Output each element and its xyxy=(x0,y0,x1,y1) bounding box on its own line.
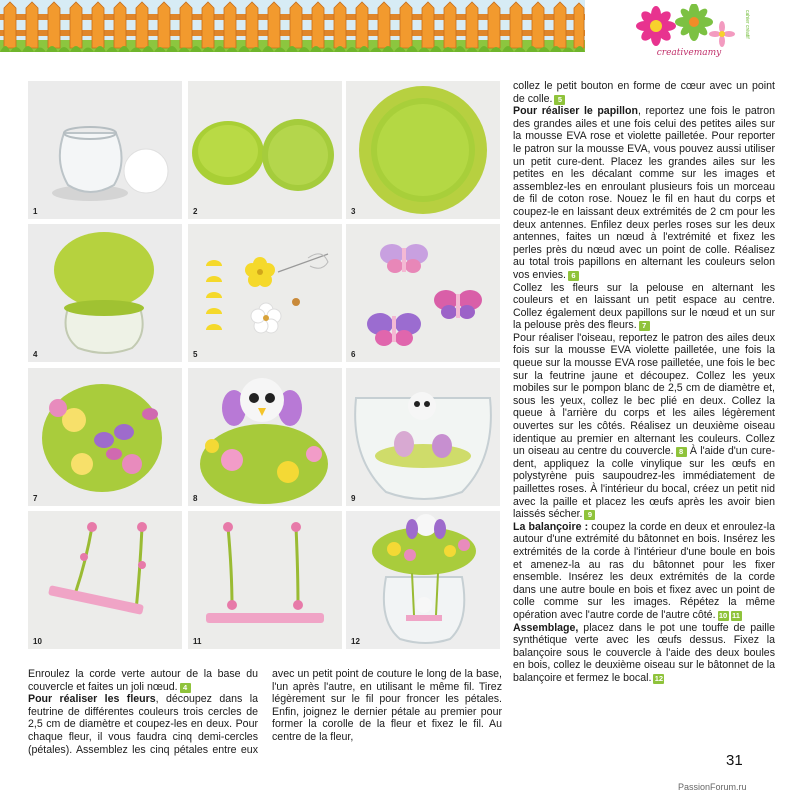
step-photo-6 xyxy=(346,224,500,362)
step-photo-7 xyxy=(28,368,182,506)
step-tag: 6 xyxy=(568,271,579,281)
step-photo-2 xyxy=(188,81,342,219)
section-heading: Assemblage, xyxy=(513,621,579,634)
instruction-paragraph: Pour réaliser le papillon, reportez une fois le patron des grandes ailes et une fois celui des petites ailes sur la mousse EVA rose et violette pailletée. Pour reporter le patron sur la mousse EVA, vous pouvez aussi utiliser un petit cure-dent. Placez les grandes ailes sur les petites en les décalant comme sur les images et assemblez-les en enroulant plusieurs fois un morceau de fil de coton rose. Nouez le fil en haut du corps et coupez-le en laissant deux extrémités de 2 cm pour les deux antennes. Enfilez deux perles roses sur les deux antennes, faites un nœud à l'extrémité et fixez les perles près du nœud avec un point de colle. Réalisez au total trois papillons en alternant les couleurs selon vos envies. 6 xyxy=(513,105,775,281)
step-tag: 10 xyxy=(718,610,728,620)
step-number: 12 xyxy=(351,637,360,646)
jar-with-nest-and-eggs-image xyxy=(346,368,500,506)
flower-logo-icon xyxy=(634,4,744,48)
instruction-paragraph: La balançoire : coupez la corde en deux et enroulez-la autour d'une extrémité du bâtonnet en bois. Insérez les extrémités de la corde à l'intérieur d'une boule en bois et amenez-la au ras du bâtonnet pour les fixer ensemble. Insérez les deux extrémités de la corde dans une autre boule en bois et fixez avec un point de colle comme sur les images. Répétez la même opération avec l'autre corde de l'autre côté. 10 11 xyxy=(513,520,775,621)
finished-jar-with-swing-image xyxy=(346,511,500,649)
step-photo-9 xyxy=(346,368,500,506)
section-heading: Pour réaliser le papillon xyxy=(513,105,638,118)
step-photo-8 xyxy=(188,368,342,506)
step-number: 10 xyxy=(33,637,42,646)
step-number: 11 xyxy=(193,637,202,646)
step-number: 3 xyxy=(351,207,356,216)
brand-name: creativemamy xyxy=(656,48,722,58)
section-heading: Pour réaliser les fleurs xyxy=(28,693,156,706)
jar-with-sisal-lid-image xyxy=(28,224,182,362)
section-heading: La balançoire : xyxy=(513,520,589,533)
brand-side-text: cahier créatif xyxy=(744,10,750,39)
instruction-paragraph: Pour réaliser l'oiseau, reportez le patron des ailes deux fois sur la mousse EVA violette pailletée, une fois la queue sur la mousse EVA rose pailletée, une fois le bec sur la feutrine jaune et découpez. Collez les yeux mobiles sur le pompon blanc de 2,5 cm de diamètre et, sous les yeux, collez le bec plié en deux. Collez la queue à l'arrière du corps et les ailes légèrement ouvertes sur les côtés. Réalisez un deuxième oiseau identique au premier en alternant les couleurs. Collez un oiseau au centre du couvercle. 8 À l'aide d'un cure-dent, appliquez la colle vinylique sur les œufs en polystyrène puis saupoudrez-les immédiatement de paillettes roses. À l'intérieur du bocal, créez un petit nid avec la paille et placez les œufs après les avoir bien laissés sécher. 9 xyxy=(513,331,775,521)
watermark: PassionForum.ru xyxy=(678,782,747,792)
step-photo-5 xyxy=(188,224,342,362)
lid-with-flowers-image xyxy=(28,368,182,506)
instruction-paragraph: Assemblage, placez dans le pot une touffe de paille synthétique verte avec les œufs dessus. Fixez la balançoire sous le couvercle à l'aide des deux boules en bois, collez le deuxième oiseau sur le bâtonnet de la balançoire et fermez le bocal. 12 xyxy=(513,621,775,684)
step-photo-12 xyxy=(346,511,500,649)
step-photo-4 xyxy=(28,224,182,362)
step-number: 4 xyxy=(33,350,38,359)
step-tag: 7 xyxy=(639,321,650,331)
green-circles-image xyxy=(188,81,342,219)
sisal-lid-image xyxy=(346,81,500,219)
page-number: 31 xyxy=(726,752,743,769)
instructions-bottom-columns xyxy=(28,668,502,756)
felt-petals-and-flowers-image xyxy=(188,224,342,362)
step-number: 7 xyxy=(33,494,38,503)
step-number: 1 xyxy=(33,207,38,216)
step-tag: 5 xyxy=(554,95,565,105)
instructions-right-column xyxy=(513,80,775,685)
instruction-paragraph: collez le petit bouton en forme de cœur avec un point de colle. 5 xyxy=(513,80,775,105)
glass-jar-and-foam-ball-image xyxy=(28,81,182,219)
step-photo-11 xyxy=(188,511,342,649)
step-number: 5 xyxy=(193,350,198,359)
step-photo-1 xyxy=(28,81,182,219)
step-tag: 12 xyxy=(654,673,664,683)
step-number: 8 xyxy=(193,494,198,503)
step-photo-3 xyxy=(346,81,500,219)
brand-logo xyxy=(634,4,764,64)
step-tag: 4 xyxy=(180,683,191,693)
foam-butterflies-image xyxy=(346,224,500,362)
lid-with-bird-image xyxy=(188,368,342,506)
step-tag: 11 xyxy=(732,610,740,620)
finished-swing-image xyxy=(188,511,342,649)
step-number: 2 xyxy=(193,207,198,216)
step-tag: 9 xyxy=(584,510,595,520)
step-tag: 8 xyxy=(676,447,687,457)
swing-rope-step-image xyxy=(28,511,182,649)
step-photo-10 xyxy=(28,511,182,649)
instruction-paragraph: Pour réaliser les fleurs, découpez dans la feutrine de différentes couleurs trois cercles de 2,5 cm de diamètre et coupez-les en deux. Pour chaque fleur, il vous faudra cinq demi-cercles (pétales). Assemblez les cinq pétales entre eux avec un petit point de couture le long de la base, l'un après l'autre, en utilisant le même fil. Tirez légèrement sur le fil pour froncer les pétales. Enfin, joignez le dernier pétale au premier pour former la corolle de la fleur et fixez le fil. Au centre de la fleur, xyxy=(28,668,502,756)
step-number: 9 xyxy=(351,494,356,503)
instruction-paragraph: Collez les fleurs sur la pelouse en alternant les couleurs et en laissant un petit espace au centre. Collez également deux papillons sur le nœud et un sur la pelouse près des fleurs. 7 xyxy=(513,281,775,332)
step-number: 6 xyxy=(351,350,356,359)
instruction-paragraph: Enroulez la corde verte autour de la base du couvercle et faites un joli nœud. 4 xyxy=(28,668,258,693)
